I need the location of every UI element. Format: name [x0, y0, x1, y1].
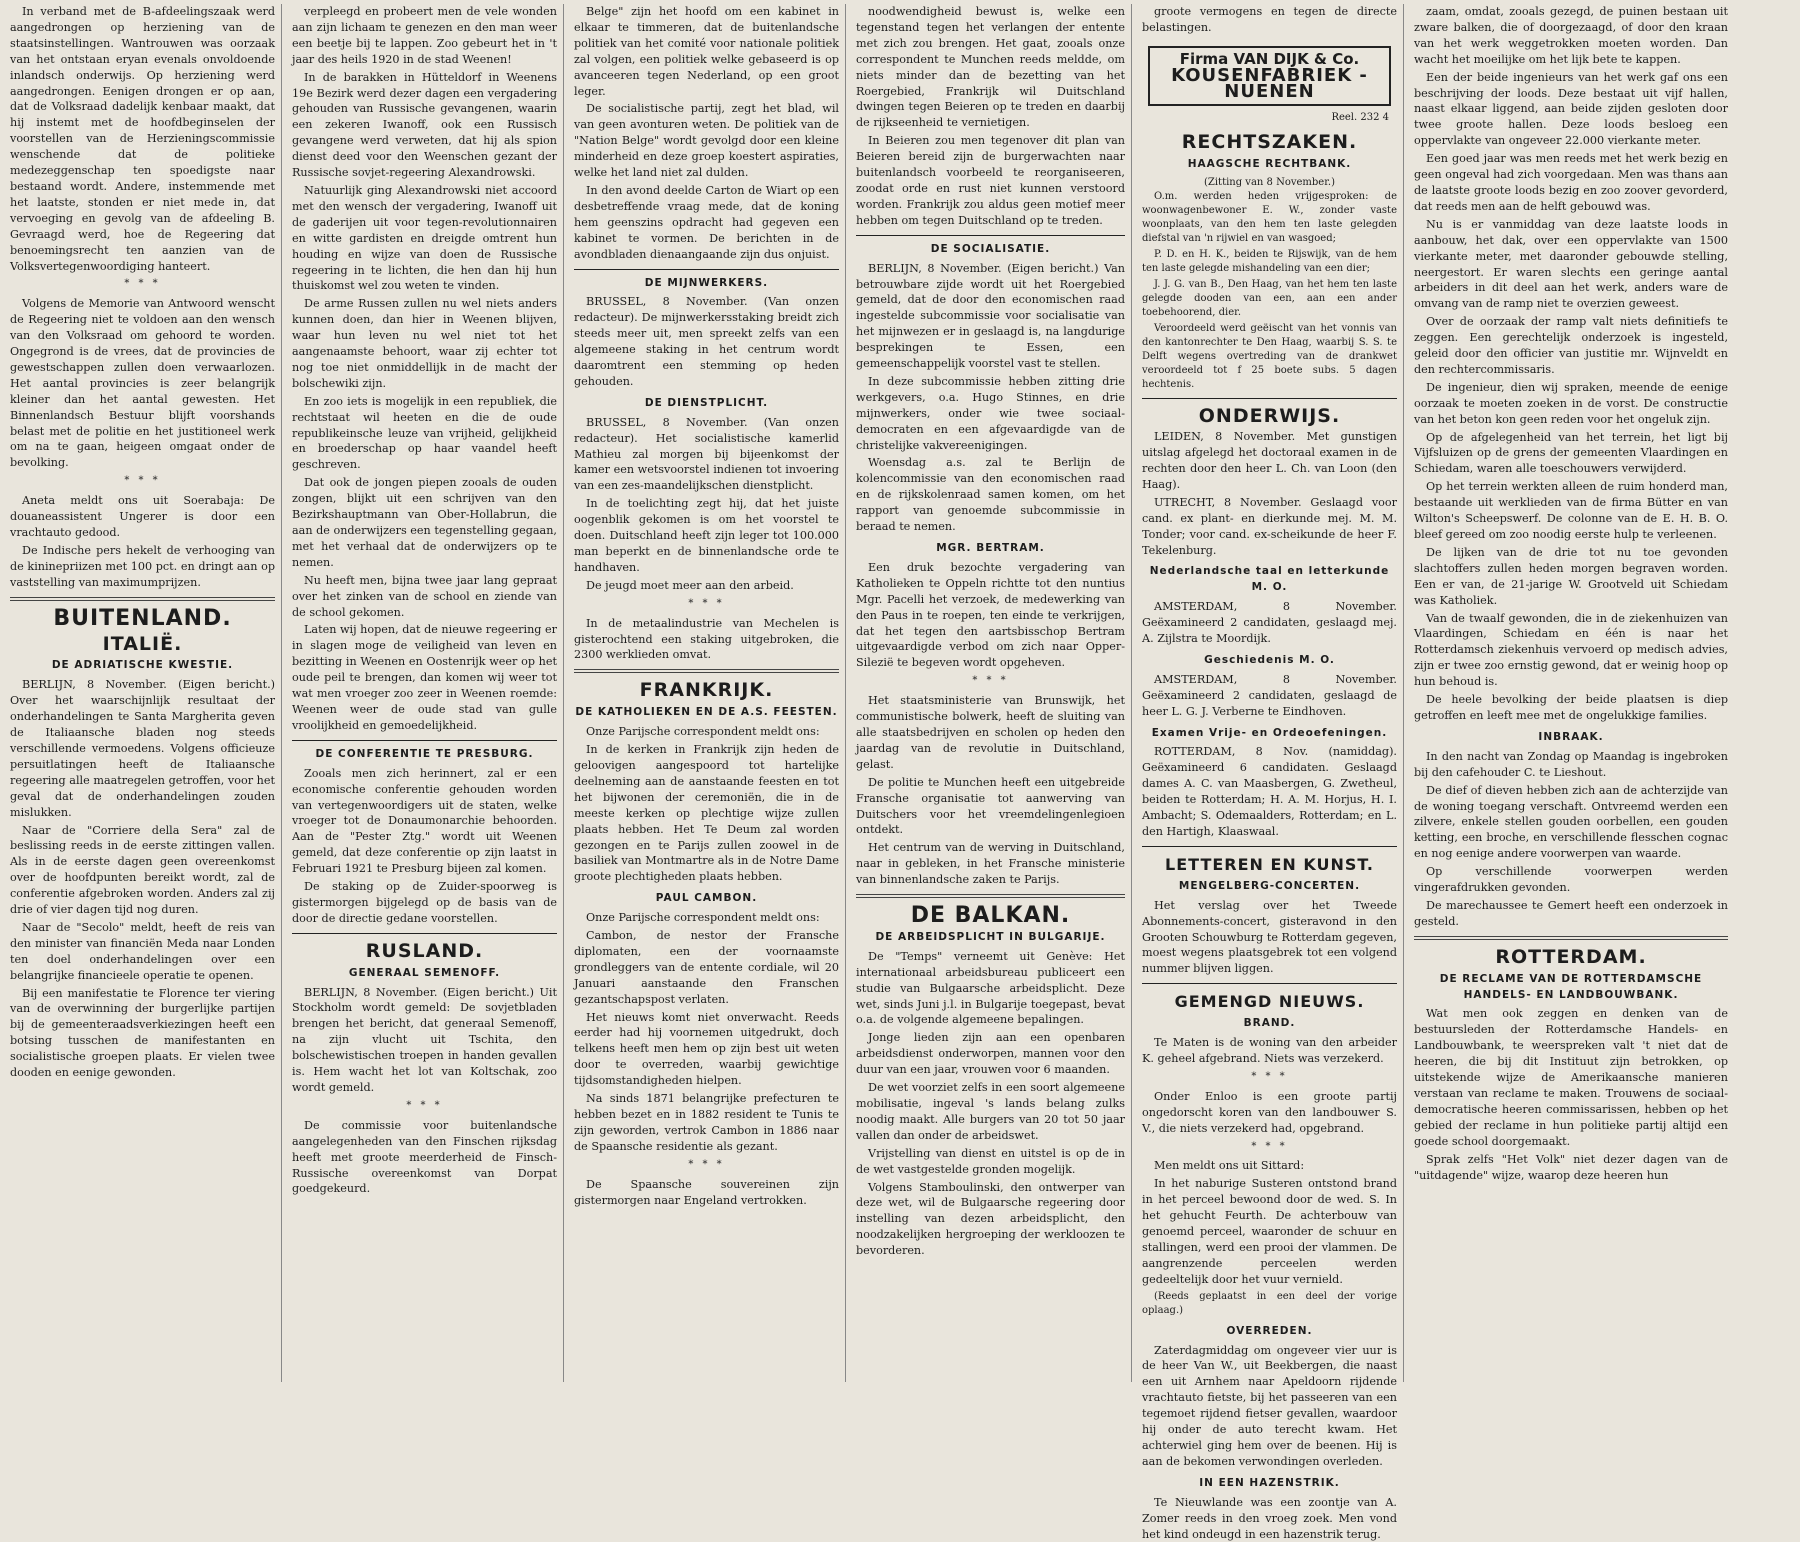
paragraph: De dief of dieven hebben zich aan de achterzijde van de woning toegang verschaft. Ontvreemd werden een zilvere, enkele stellen gouden oorbellen, een gouden ketting, een broche, en verschillende flesschen cognac en nog eenige andere voorwerpen van waarde. — [1414, 783, 1728, 861]
section-rule — [1142, 983, 1397, 984]
subheading-generaal-semenoff: GENERAAL SEMENOFF. — [348, 966, 501, 979]
paragraph: Naar de "Corriere della Sera" zal de beslissing reeds in de eerste zittingen vallen. Als in de eerste dagen geen overeenkomst over de hoofdpunten bereikt wordt, zal de conferentie afgebroken worden. Anders zal zij drie of vier dagen tijd nog duren. — [10, 823, 275, 917]
column-1 — [6, 4, 282, 1382]
section-heading-gemengd-nieuws: GEMENGD NIEUWS. — [1174, 992, 1365, 1012]
paragraph: Bij een manifestatie te Florence ter viering van de overwinning der burgerlijke partijen bij de gemeenteraadsverkiezingen heeft een botsing tusschen de manifestanten en socialistische groepen plaats. Er vielen twee dooden en eenige gewonden. — [10, 986, 275, 1080]
subheading-mijnwerkers: DE MIJNWERKERS. — [644, 276, 769, 289]
paragraph: In den nacht van Zondag op Maandag is ingebroken bij den cafehouder C. te Lieshout. — [1414, 749, 1728, 779]
subheading-conferentie-presburg: DE CONFERENTIE TE PRESBURG. — [315, 747, 534, 760]
paragraph: verpleegd en probeert men de vele wonden aan zijn lichaam te genezen en den man weer een beetje bij te lappen. Zoo gebeurt het in 't jaar des heils 1920 in de stad Weenen! — [292, 5, 557, 66]
paragraph: Woensdag a.s. zal te Berlijn de kolencommissie van den economischen raad en de rijkskolenraad samen komen, om het rapport van genoemde subcommissie in beraad te nemen. — [856, 456, 1125, 534]
paragraph: Onze Parijsche correspondent meldt ons: — [586, 725, 820, 739]
subheading-hazenstrik: IN EEN HAZENSTRIK. — [1199, 1476, 1340, 1489]
section-heading-rusland: RUSLAND. — [365, 939, 484, 962]
paragraph: Volgens de Memorie van Antwoord wenscht de Regeering niet te voldoen aan den wensch van den Volksraad om gehoord te worden. Ongegrond is de vrees, dat de provincies de gewestschappen zullen doen verwaarlozen. Het aantal provincies is zeer belangrijk kleiner dan het aantal gewesten. Het Binnenlandsch Bestuur blijft voorshands belast met de politie en het justitioneel werk om na te gaan, heigeen omgaat onder de bevolking. — [10, 297, 275, 470]
section-rule — [574, 269, 839, 270]
paragraph: In de barakken in Hütteldorf in Weenens 19e Bezirk werd dezer dagen een vergadering gehouden van Russische gevangenen, waarin een zekeren Iwanoff, ook een Russisch gevangene werd verweten, dat hij als spion dienst deed voor den Weenschen gezant der Russische sovjet-regeering Alexandrowski. — [292, 70, 557, 180]
subheading-arbeidsplicht: DE ARBEIDSPLICHT IN BULGARIJE. — [875, 930, 1106, 943]
paragraph: groote vermogens en tegen de directe belastingen. — [1142, 5, 1397, 34]
subheading-paul-cambon: PAUL CAMBON. — [655, 892, 758, 905]
paragraph: Volgens Stamboulinski, den ontwerper van deze wet, wil de Bulgaarsche regeering door instelling van dezen arbeidsplicht, den noodzakelijken hergroeping der werkloozen te bevorderen. — [856, 1180, 1125, 1258]
paragraph: noodwendigheid bewust is, welke een tegenstand tegen het verlangen der entente met zich zou brengen. Het gaat, zooals onze correspondent te Munchen reeds meldde, om niets minder dan de bezetting van het Roergebied, Frankrijk wil Duitschland dwingen tegen Beieren op te treden en daarbij de rijkseenheid te vernietigen. — [856, 5, 1125, 130]
paragraph: De lijken van de drie tot nu toe gevonden slachtoffers zullen heden morgen begraven worden. Een er van, de 21-jarige W. Grootveld uit Schiedam was Katholiek. — [1414, 545, 1728, 607]
paragraph: De marechaussee te Gemert heeft een onderzoek in gesteld. — [1414, 898, 1728, 928]
section-heading-letteren-en-kunst: LETTEREN EN KUNST. — [1165, 854, 1374, 874]
column-5 — [1138, 4, 1404, 1541]
separator: * * * — [124, 475, 161, 487]
paragraph: Te Nieuwlande was een zoontje van A. Zomer reeds in den vroeg zoek. Men vond het kind ondeugd in een hazenstrik terug. — [1142, 1495, 1397, 1541]
paragraph: Men meldt ons uit Sittard: — [1154, 1159, 1305, 1173]
separator: * * * — [406, 1099, 443, 1111]
section-rule — [856, 235, 1125, 236]
separator: * * * — [688, 597, 725, 609]
paragraph: De jeugd moet meer aan den arbeid. — [586, 578, 794, 592]
paragraph: Aneta meldt ons uit Soerabaja: De douaneassistent Ungerer is door een vrachtauto gedood. — [10, 494, 275, 539]
paragraph: In verband met de B-afdeelingszaak werd aangedrongen op herziening van de staatsinstellingen. Wantrouwen was oorzaak van het ontstaan eryan evenals onvoldoende inlandsch onderwijs. Op herziening werd aangedrongen. Eenigen drongen er op aan, dat de Volksraad dadelijk kenbaar maakt, dat hij instemt met de hoofdbeginselen der voorstellen van de Herzieningscommissie wenschende dat de politieke medezeggenschap ten spoedigste naar bestaand wordt. Andere, instemmende met het laatste, stonden er niet mede in, dat vervoeging en gevolg van de afdeeling B. Gevraagd werd, hoe de Regeering dat benoemingsrecht ten aanzien van de Volksvertegenwoordiging hanteert. — [10, 5, 275, 273]
paragraph: In de toelichting zegt hij, dat het juiste oogenblik gekomen is om het voorstel te doen. Duitschland heeft zijn leger tot 100.000 man beperkt en de binnenlandsche orde te handhaven. — [574, 497, 839, 574]
paragraph: Cambon, de nestor der Fransche diplomaten, een der voornaamste grondleggers van de entente cordiale, wil 20 Januari aanstaande den Franschen gezantschapspost verlaten. — [574, 929, 839, 1006]
paragraph: De ingenieur, dien wij spraken, meende de eenige oorzaak te moeten zoeken in de vorst. De constructie van het beton kon geen reden voor het ongeluk zijn. — [1414, 380, 1728, 426]
paragraph: BRUSSEL, 8 November. (Van onzen redacteur). Het socialistische kamerlid Mathieu zal morgen bij bijeenkomst der kamer een wetsvoorstel indienen tot invoering van een zes-maandelijkschen dienstplicht. — [574, 415, 839, 493]
paragraph: BRUSSEL, 8 November. (Van onzen redacteur). De mijnwerkersstaking breidt zich steeds meer uit, men spreekt zelfs van een algemeene staking in het centrum wordt daaromtrent een stemming op heden gehouden. — [574, 295, 839, 388]
paragraph: Naar de "Secolo" meldt, heeft de reis van den minister van financiën Meda naar Londen ten doel onderhandelingen over een belangrijke financieele operatie te openen. — [10, 920, 275, 982]
section-heading-rotterdam: ROTTERDAM. — [1495, 945, 1647, 968]
advertisement-name: KOUSENFABRIEK - NUENEN — [1171, 64, 1368, 102]
subheading-mengelberg-concerten: MENGELBERG-CONCERTEN. — [1178, 879, 1361, 892]
paragraph: In het naburige Susteren ontstond brand in het perceel bewoond door de wed. S. In het gehucht Feurth. De achterbouw van genoemd perceel, waaronder de schuur en stallingen, werd een prooi der vlammen. De aangrenzende perceelen werden gedeeltelijk door het vuur vernield. — [1142, 1177, 1397, 1286]
subheading-inbraak: INBRAAK. — [1538, 730, 1604, 743]
section-rule — [1142, 846, 1397, 847]
paragraph: Dat ook de jongen piepen zooals de ouden zongen, blijkt uit een schrijven van den Bezirkshauptmann van Ober-Hollabrun, die aan de onderwijzers een tegenstelling gegaan, met het verhaal dat de onderwijzers op te nemen. — [292, 476, 557, 569]
advertisement — [1148, 46, 1391, 106]
paragraph: Zooals men zich herinnert, zal er een economische conferentie gehouden worden van vertegenwoordigers uit de staten, welke vroeger tot de Donaumonarchie behoorden. Aan de "Pester Ztg." wordt uit Weenen gemeld, dat deze conferentie op zijn laatst in Februari 1921 te Presburg bijeen zal komen. — [292, 766, 557, 876]
paragraph: Een goed jaar was men reeds met het werk bezig en geen ongeval had zich voorgedaan. Men was thans aan de laatste groote loods bezig en zoo zoover gevorderd, dat reeds men aan de helft gebouwd was. — [1414, 152, 1728, 213]
separator: * * * — [1251, 1140, 1288, 1152]
paragraph: Een der beide ingenieurs van het werk gaf ons een beschrijving der loods. Deze bestaat uit vijf hallen, naast elkaar liggend, aan beide zijden gesloten door twee groote hallen. Deze loods besloeg een oppervlakte van ongeveer 22.000 vierkante meter. — [1414, 70, 1728, 148]
section-heading-buitenland: BUITENLAND. — [53, 605, 232, 631]
paragraph: Het verslag over het Tweede Abonnements-concert, gisteravond in den Grooten Schouwburg te Rotterdam gegeven, moest wegens plaatsgebrek tot een volgend nummer blijven liggen. — [1142, 898, 1397, 976]
paragraph: Zaterdagmiddag om ongeveer vier uur is de heer Van W., uit Beekbergen, die naast een uit Arnhem naar Apeldoorn rijdende vrachtauto fietste, bij het passeeren van een tegemoet rijdend fietser gevallen, waardoor hij onder de auto terecht kwam. Het achterwiel ging hem over de beenen. Hij is aan de bekomen verwondingen overleden. — [1142, 1343, 1397, 1468]
separator: * * * — [1251, 1070, 1288, 1082]
subheading-haagsche-rechtbank: HAAGSCHE RECHTBANK. — [1187, 158, 1352, 171]
paragraph: BERLIJN, 8 November. (Eigen bericht.) Over het waarschijnlijk resultaat der onderhandelingen te Santa Margherita geven de Italiaansche bladen nog steeds verschillende vermoedens. Volgens officieuze persuitlatingen heeft de Italiaansche regeering alle maatregelen getroffen, voor het geval dat de onderhandelingen zouden mislukken. — [10, 678, 275, 819]
paragraph: zaam, omdat, zooals gezegd, de puinen bestaan uit zware balken, die of doorgezaagd, of door den kraan van het werk weggetrokken moeten worden. Dan wacht het moeilijke om het lijk bete te kappen. — [1414, 5, 1728, 66]
subheading-socialisatie: DE SOCIALISATIE. — [930, 242, 1051, 255]
paragraph: En zoo iets is mogelijk in een republiek, die rechtstaat wil heeten en die de oude republikeinsche leuze van vrijheid, gelijkheid en broederschap op haar vaandel heeft geschreven. — [292, 394, 557, 472]
paragraph: Na sinds 1871 belangrijke prefecturen te hebben bezet en in 1882 resident te Tunis te zijn geworden, vertrok Cambon in 1886 naar de Spaansche residentie als gezant. — [574, 1092, 839, 1153]
separator: * * * — [972, 675, 1009, 687]
section-rule — [292, 933, 557, 934]
paragraph: Veroordeeld werd geëischt van het vonnis van den kantonrechter te Den Haag, waarbij S. S. te Delft wegens overtreding van de drankwet veroordeeld tot f 25 boete subs. 5 dagen hechtenis. — [1142, 323, 1397, 391]
paragraph: Over de oorzaak der ramp valt niets definitiefs te zeggen. Een gerechtelijk onderzoek is ingesteld, geleid door den officier van justitie mr. Wijnveldt en den rechtercommissaris. — [1414, 315, 1728, 376]
paragraph: Nu heeft men, bijna twee jaar lang gepraat over het zinken van de school en ziende van de school gekomen. — [292, 573, 557, 619]
paragraph: LEIDEN, 8 November. Met gunstigen uitslag afgelegd het doctoraal examen in de rechten door den heer L. Ch. van Loon (den Haag). — [1142, 430, 1397, 491]
advertisement-reference: Reel. 232 4 — [1331, 111, 1389, 123]
paragraph: Laten wij hopen, dat de nieuwe regeering er in slagen moge de veiligheid van leven en bezitting in Weenen en Oostenrijk weer op het oude peil te brengen, dan komen wij weer tot wat men vroeger zoo zeer in Weenen roemde: Weenen weer de oude stad van gulle vroolijkheid en gemoedelijkheid. — [292, 623, 557, 732]
paragraph: Nu is er vanmiddag van deze laatste loods in aanbouw, het dak, over een oppervlakte van 1500 vierkante meter, met daaronder gebouwde stelling, neergestort. Er waren slechts een geringe aantal arbeiders in dit deel aan het werk, anders ware de omvang van de ramp niet te overzien geweest. — [1414, 217, 1728, 311]
paragraph: ROTTERDAM, 8 Nov. (namiddag). Geëxamineerd 6 candidaten. Geslaagd dames A. C. van Maasbergen, G. Zwetheul, beiden te Rotterdam; H. A. M. Horjus, H. I. Ambacht; S. Odemaalders, Rotterdam; en L. den Hartigh, Klaaswaal. — [1142, 745, 1397, 838]
paragraph: UTRECHT, 8 November. Geslaagd voor cand. ex plant- en dierkunde mej. M. M. Tonder; voor cand. ex-scheikunde de heer F. Tekelenburg. — [1142, 495, 1397, 557]
paragraph: AMSTERDAM, 8 November. Geëxamineerd 2 candidaten, geslaagd mej. A. Zijlstra te Moordijk. — [1142, 600, 1397, 646]
separator: * * * — [688, 1158, 725, 1170]
paragraph: In de metaalindustrie van Mechelen is gisterochtend een staking uitgebroken, die 2300 werklieden omvat. — [574, 616, 839, 662]
section-heading-de-balkan: DE BALKAN. — [910, 903, 1071, 929]
separator: * * * — [124, 278, 161, 290]
section-heading-italie: ITALIË. — [102, 632, 183, 655]
paragraph: In deze subcommissie hebben zitting drie werkgevers, o.a. Hugo Stinnes, en drie mijnwerkers, onder wie twee sociaal-democraten en een afgevaardigde van de christelijke vakvereenigingen. — [856, 374, 1125, 452]
paragraph: In de kerken in Frankrijk zijn heden de geloovigen aangespoord tot hartelijke deelneming aan de aanstaande feesten en tot het bijwonen der ceremoniën, die in de meeste kerken op plechtige wijze zullen plaats hebben. Het Te Deum zal worden gezongen en te Parijs zullen zoowel in de basiliek van Montmartre als in de Notre Dame groote plechtigheden plaats hebben. — [574, 743, 839, 884]
paragraph: AMSTERDAM, 8 November. Geëxamineerd 2 candidaten, geslaagd de heer L. G. J. Verberne te Eindhoven. — [1142, 672, 1397, 718]
subheading-geschiedenis: Geschiedenis M. O. — [1204, 653, 1335, 666]
paragraph: Wat men ook zeggen en denken van de bestuursleden der Rotterdamsche Handels- en Landbouwbank, te weerspreken valt 't niet dat de heeren, die bij dit Instituut zijn betrokken, op uitstekende wijze de Amerikaansche manieren verstaan van reclame te maken. Trouwens de sociaal-democratische heeren commissarissen, hebben op het gebied der reclame in hun politieke partij altijd een goede school doorgemaakt. — [1414, 1007, 1728, 1148]
subheading-nederlandsche-taal: Nederlandsche taal en letterkunde M. O. — [1149, 565, 1390, 594]
section-heading-frankrijk: FRANKRIJK. — [639, 679, 774, 702]
advertisement-firm: Firma VAN DIJK & Co. — [1179, 49, 1360, 68]
subheading-dienstplicht: DE DIENSTPLICHT. — [644, 396, 769, 409]
paragraph: De Spaansche souvereinen zijn gistermorgen naar Engeland vertrokken. — [574, 1177, 839, 1207]
paragraph: Op de afgelegenheid van het terrein, het ligt bij Vijfsluizen op de grens der gemeenten Vlaardingen en Schiedam, waren alle toeschouwers verwijderd. — [1414, 430, 1728, 476]
paragraph: Het centrum van de werving in Duitschland, naar in gebleken, in het Fransche ministerie van binnenlandsche zaken te Parijs. — [856, 841, 1125, 887]
section-rule — [10, 597, 275, 601]
column-4 — [852, 4, 1132, 1382]
paragraph: De socialistische partij, zegt het blad, wil van geen avonturen weten. De politiek van de "Nation Belge" wordt gevolgd door een kleine minderheid en deze groep koestert aspiraties, welke het land niet zal dulden. — [574, 102, 839, 180]
paragraph: De Indische pers hekelt de verhooging van de kininepriizen met 100 pct. en dringt aan op vaststelling van maximumprijzen. — [10, 543, 275, 589]
paragraph: Sprak zelfs "Het Volk" niet dezer dagen van de "uitdagende" wijze, waarop deze heeren hun — [1414, 1152, 1728, 1182]
paragraph: Natuurlijk ging Alexandrowski niet accoord met den wensch der vergadering, Iwanoff uit de gaderijen uit voor tegen-revolutionnairen en witte gardisten en dreigde omtrent hun houding en wijze van doen de Russische regeering in te lichten, die hen dan hij hun thuiskomst wel zou weten te vinden. — [292, 183, 557, 293]
paragraph: O.m. werden heden vrijgesproken: de woonwagenbewoner E. W., zonder vaste woonplaats, van den hem ten laste gelegden diefstal van 'n rijwiel en van wasgoed; — [1142, 191, 1397, 245]
subheading-examen: Examen Vrije- en Ordeoefeningen. — [1151, 726, 1388, 739]
paragraph: Het nieuws komt niet onverwacht. Reeds eerder had hij voornemen uitgedrukt, doch telkens heeft men hem op zijn best uit weten door te overreden, waarbij gewichtige tijdsomstandigheden hielpen. — [574, 1010, 839, 1088]
paragraph: Onze Parijsche correspondent meldt ons: — [586, 911, 820, 925]
paragraph: De commissie voor buitenlandsche aangelegenheden van den Finschen rijksdag heeft met groote meerderheid de Finsch-Russische overeenkomst van Dorpat goedgekeurd. — [292, 1118, 557, 1196]
paragraph: (Reeds geplaatst in een deel der vorige oplaag.) — [1142, 1290, 1397, 1316]
subheading-mgr-bertram: MGR. BERTRAM. — [936, 542, 1045, 554]
paragraph: Een druk bezochte vergadering van Katholieken te Oppeln richtte tot den nuntius Mgr. Pacelli het verzoek, de medewerking van den Paus in te roepen, ten einde te verkrijgen, dat het tegen den aartsbisschop Bertram uitgevaardigde verbod om zich naar Opper-Silezië te begeven wordt opgeheven. — [856, 560, 1125, 670]
paragraph: De staking op de Zuider-spoorweg is gistermorgen bijgelegd op de basis van de door de directie gedane voorstellen. — [292, 880, 557, 925]
paragraph: In den avond deelde Carton de Wiart op een desbetreffende vraag mede, dat de koning hem geenszins opdracht had gegeven een kabinet te vormen. De berichten in de avondbladen dienaangaande zijn dus onjuist. — [574, 183, 839, 261]
paragraph: BERLIJN, 8 November. (Eigen bericht.) Uit Stockholm wordt gemeld: De sovjetbladen brengen het bericht, dat generaal Semenoff, na zijn vlucht uit Tschita, den bolschewistischen troepen in handen gevallen is. Hem wacht het lot van Koltschak, zoo wordt gemeld. — [292, 985, 557, 1094]
paragraph: Op verschillende voorwerpen werden vingerafdrukken gevonden. — [1414, 865, 1728, 895]
paragraph: De arme Russen zullen nu wel niets anders kunnen doen, dan hier in Weenen blijven, waar hun leven nu wel niet tot het aangenaamste behoort, waar zij echter tot nog toe niet onmiddellijk in de macht der bolschewiki zijn. — [292, 297, 557, 390]
paragraph: De "Temps" verneemt uit Genève: Het internationaal arbeidsbureau publiceert een studie van Bulgaarsche arbeidsplicht. Deze wet, sinds Juni j.l. in Bulgarije toegepast, bevat o.a. de volgende algemeene bepalingen. — [856, 949, 1125, 1027]
paragraph: Onder Enloo is een groote partij ongedorscht koren van den landbouwer S. V., die niets verzekerd had, opgebrand. — [1142, 1089, 1397, 1135]
paragraph: J. J. G. van B., Den Haag, van het hem ten laste gelegde dooden van een, aan een ander toebehoorend, dier. — [1142, 279, 1397, 319]
paragraph: De heele bevolking der beide plaatsen is diep getroffen en leeft mee met de ongelukkige families. — [1414, 693, 1728, 722]
paragraph: P. D. en H. K., beiden te Rijswijk, van de hem ten laste gelegde mishandeling van een dier; — [1142, 249, 1397, 275]
column-2 — [288, 4, 564, 1382]
paragraph: Belge" zijn het hoofd om een kabinet in elkaar te timmeren, dat de buitenlandsche politiek van het comité voor nationale politiek zal volgen, een politiek welke gebaseerd is op avanceeren tegen Nederland, op een groot leger. — [574, 5, 839, 98]
section-rule — [1414, 936, 1728, 940]
subheading-reclame-bank: DE RECLAME VAN DE ROTTERDAMSCHE HANDELS- EN LANDBOUWBANK. — [1439, 972, 1703, 1001]
paragraph: Vrijstelling van dienst en uitstel is op de in de wet vastgestelde gronden mogelijk. — [856, 1146, 1125, 1176]
col1-body — [10, 4, 275, 591]
paragraph: Te Maten is de woning van den arbeider K. geheel afgebrand. Niets was verzekerd. — [1142, 1036, 1397, 1065]
paragraph: Jonge lieden zijn aan een openbaren arbeidsdienst onderworpen, mannen voor den duur van een jaar, vrouwen voor 6 maanden. — [856, 1031, 1125, 1077]
column-6 — [1410, 4, 1734, 1382]
section-rule — [292, 740, 557, 741]
paragraph: Op het terrein werkten alleen de ruim honderd man, bestaande uit werklieden van de firma Bütter en van Wilton's Scheepswerf. De colonne van de E. H. B. O. bleef gereed om zoo noodig eerste hulp te verleenen. — [1414, 480, 1728, 541]
subheading-brand: BRAND. — [1243, 1017, 1296, 1030]
paragraph: In Beieren zou men tegenover dit plan van Beieren bereid zijn de burgerwachten naar buitenlandsch voorbeeld te reorganiseeren, zoodat orde en rust niet kunnen verstoord worden. Frankrijk zou aldus geen motief meer hebben om tegen Duitschland op te treden. — [856, 134, 1125, 227]
paragraph: Van de twaalf gewonden, die in de ziekenhuizen van Vlaardingen, Schiedam en één is naar het Rotterdamsch ziekenhuis vervoerd op medisch advies, zijn er twee zoo ernstig gewond, dat er weinig hoop op hun behoud is. — [1414, 611, 1728, 689]
section-rule — [574, 669, 839, 673]
paragraph: De wet voorziet zelfs in een soort algemeene mobilisatie, ingeval 's lands belang zulks noodig maakt. Alle burgers van 20 tot 50 jaar vallen dan onder de arbeidswet. — [856, 1081, 1125, 1142]
paragraph: De politie te Munchen heeft een uitgebreide Fransche organisatie tot aanwerving van Duitschers voor het vreemdelingenlegioen ontdekt. — [856, 775, 1125, 837]
subheading-adriatische-kwestie: DE ADRIATISCHE KWESTIE. — [51, 659, 234, 672]
section-heading-onderwijs: ONDERWIJS. — [1198, 405, 1341, 428]
column-3 — [570, 4, 846, 1382]
session-note: (Zitting van 8 November.) — [1204, 177, 1335, 189]
section-rule — [856, 894, 1125, 898]
paragraph: Het staatsministerie van Brunswijk, het communistische bolwerk, heeft de sluiting van alle staatsbedrijven en scholen op heden den jaardag van de revolutie in Duitschland, gelast. — [856, 694, 1125, 771]
section-rule — [1142, 398, 1397, 399]
subheading-katholieken-feesten: DE KATHOLIEKEN EN DE A.S. FEESTEN. — [575, 706, 838, 719]
subheading-overreden: OVERREDEN. — [1226, 1324, 1313, 1337]
section-heading-rechtszaken: RECHTSZAKEN. — [1181, 131, 1358, 154]
paragraph: BERLIJN, 8 November. (Eigen bericht.) Van betrouwbare zijde wordt uit het Roergebied gemeld, dat de door den economischen raad ingestelde subcommissie voor socialisatie van het mijnwezen er in geslaagd is, na langdurige besprekingen te Essen, een gemeenschappelijk voorstel vast te stellen. — [856, 261, 1125, 371]
